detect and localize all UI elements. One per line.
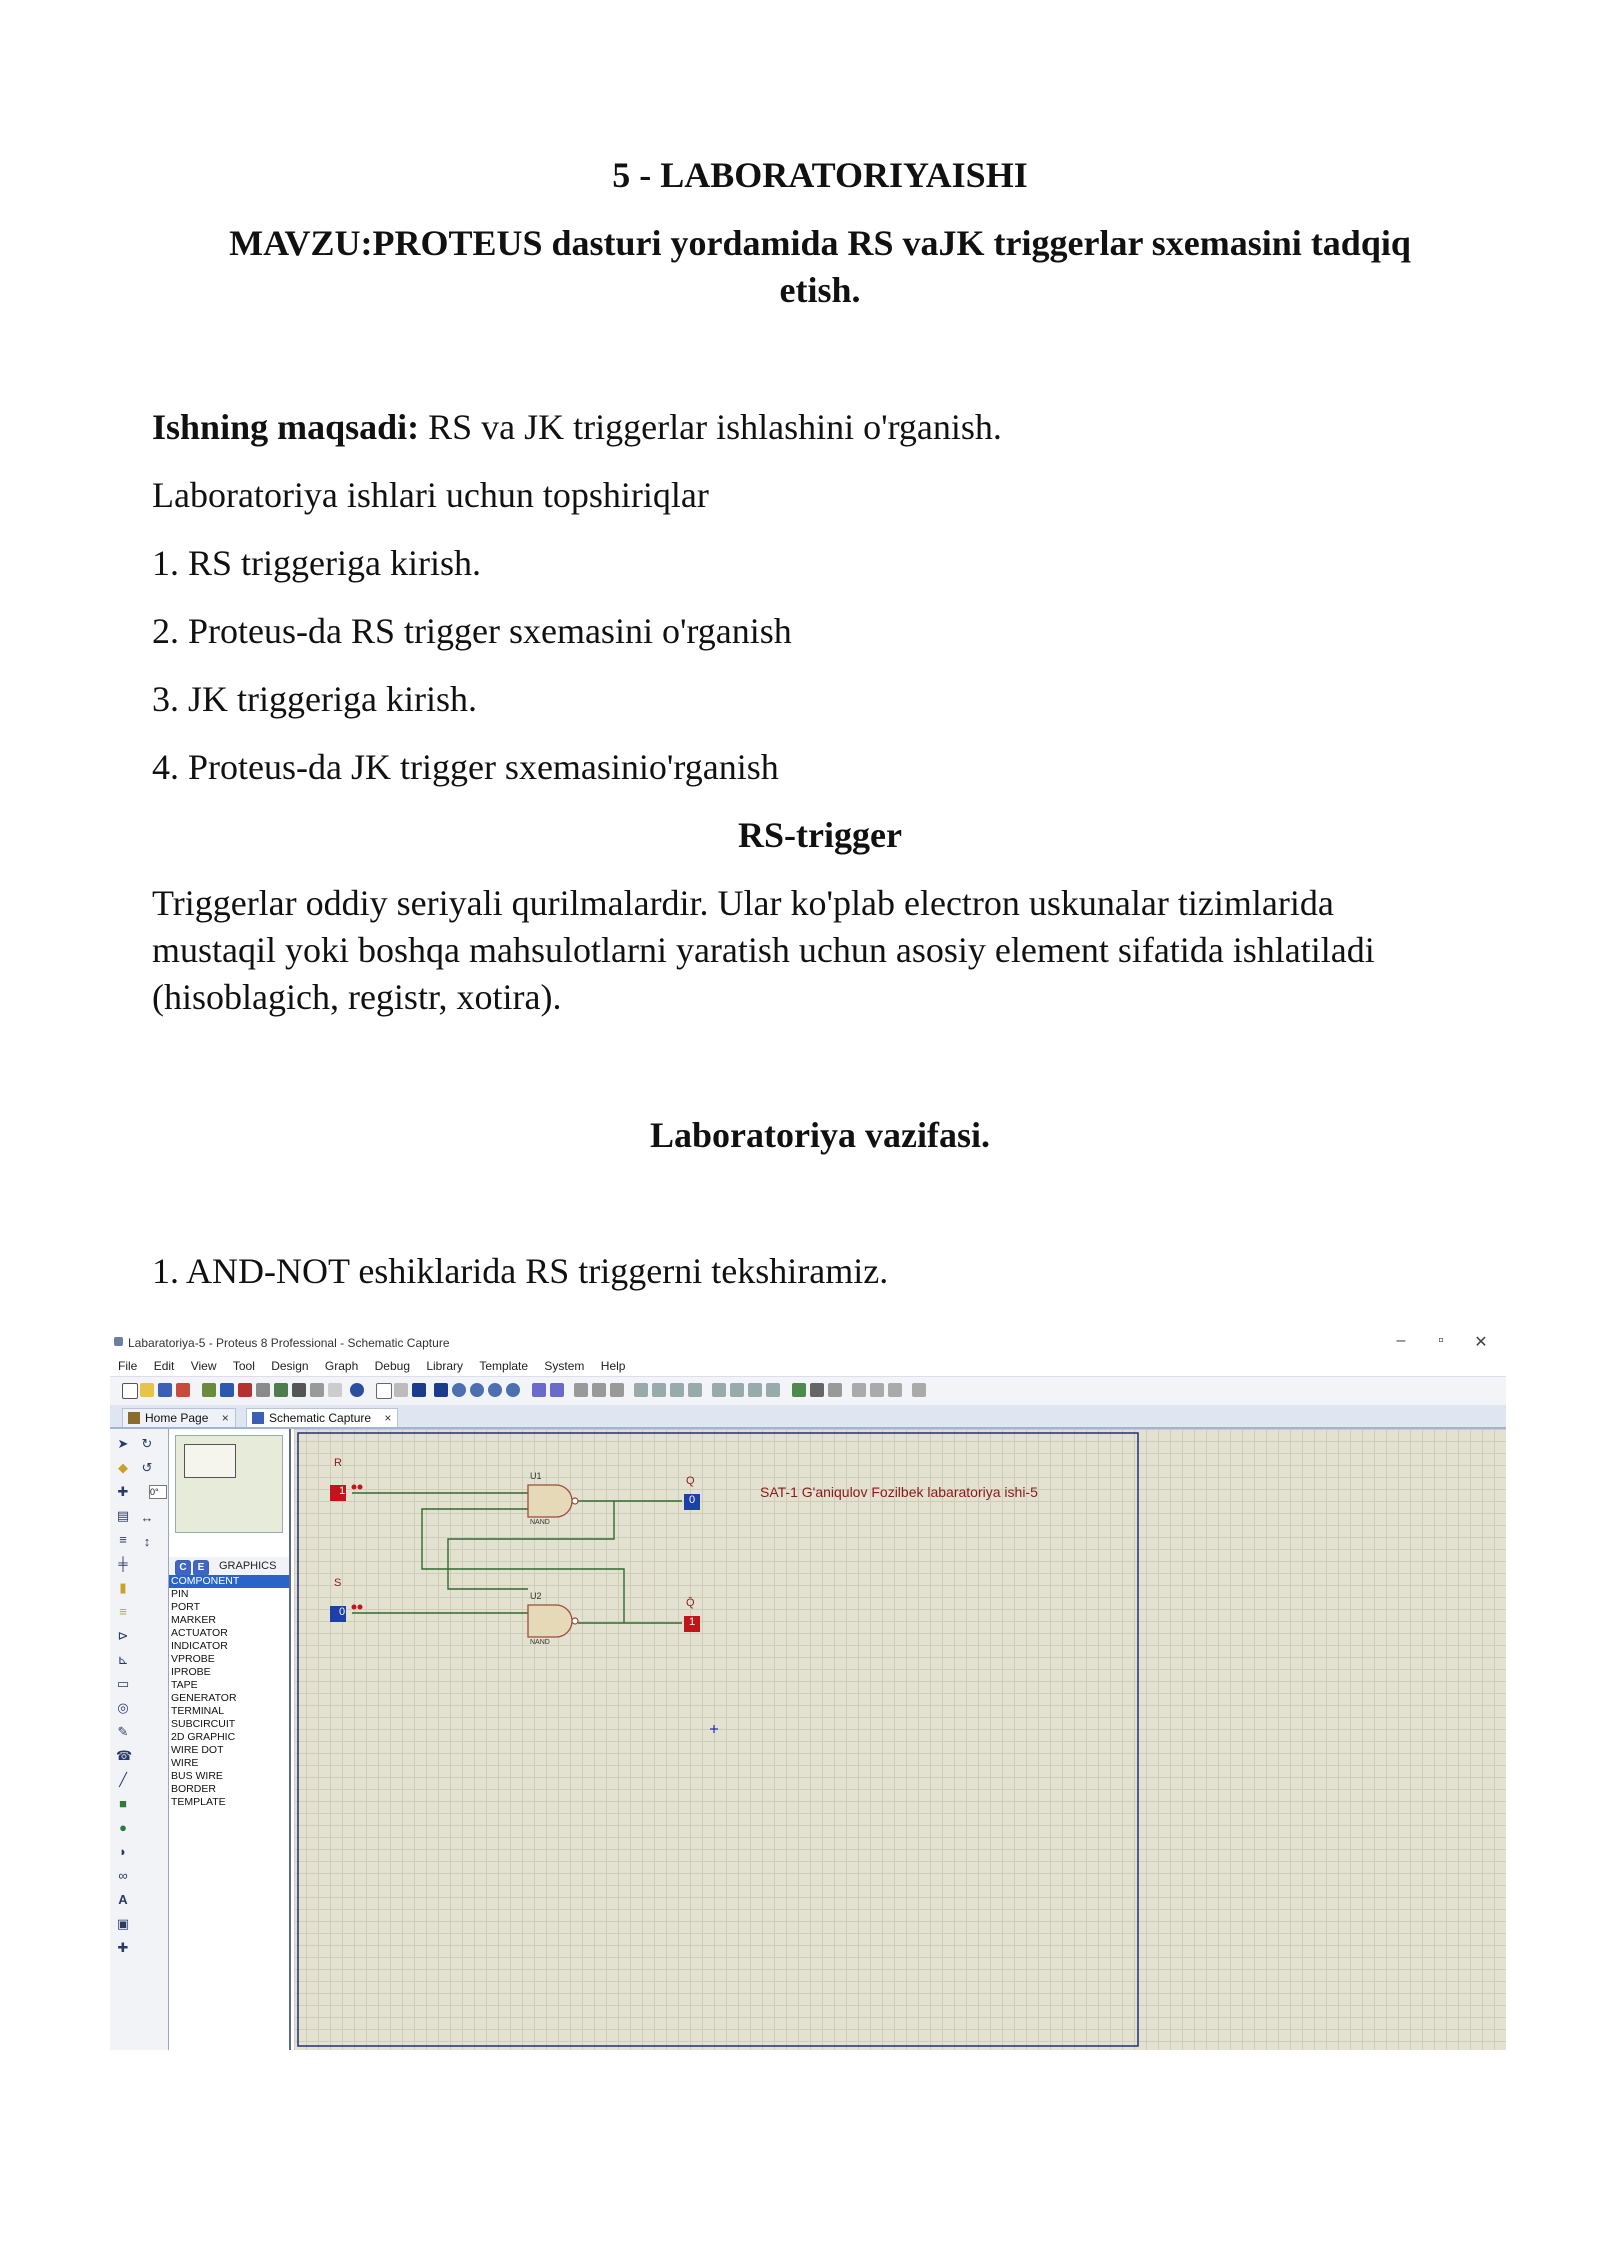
tape-recorder-icon[interactable]: ▭ <box>116 1676 130 1691</box>
pcb-icon[interactable] <box>238 1383 252 1397</box>
save-icon[interactable] <box>158 1383 172 1397</box>
rotate-ccw-icon[interactable]: ↺ <box>141 1460 153 1475</box>
lab-title: 5 - LABORATORIYAISHI <box>612 155 1028 195</box>
tab-label: Home Page <box>145 1411 209 1425</box>
overview-viewport <box>184 1444 236 1478</box>
proteus-screenshot <box>110 1330 1506 2050</box>
device-list-item[interactable]: BORDER <box>171 1783 216 1795</box>
cut-icon[interactable] <box>574 1383 588 1397</box>
buses-icon[interactable]: ╪ <box>118 1556 128 1571</box>
voltage-probe-icon[interactable]: ✎ <box>117 1724 129 1739</box>
output-q-value: 0 <box>688 1494 696 1506</box>
device-list <box>169 1575 289 1809</box>
box-icon[interactable]: ■ <box>119 1796 127 1811</box>
selection-mode-icon[interactable]: ➤ <box>117 1436 129 1451</box>
property-assign-icon[interactable] <box>828 1383 842 1397</box>
maximize-button[interactable]: ▫ <box>1438 1332 1444 1349</box>
virtual-instruments-icon[interactable]: ☎ <box>116 1748 133 1763</box>
origin-icon[interactable] <box>412 1383 426 1397</box>
device-list-item[interactable]: COMPONENT <box>169 1575 289 1588</box>
topic-line-1: MAVZU:PROTEUS dasturi yordamida RS vaJK triggerlar sxemasini tadqiq <box>229 223 1411 263</box>
goal-text: RS va JK triggerlar ishlashini o'rganish. <box>419 407 1002 447</box>
3d-icon[interactable] <box>328 1383 342 1397</box>
device-list-item[interactable]: ACTUATOR <box>171 1627 228 1639</box>
menu-help[interactable]: Help <box>600 1359 626 1373</box>
import-icon[interactable] <box>176 1383 190 1397</box>
toolbar <box>110 1376 1506 1406</box>
remove-sheet-icon[interactable] <box>870 1383 884 1397</box>
cursor-icon <box>710 1725 718 1733</box>
arc-icon[interactable]: ◗ <box>119 1844 127 1859</box>
close-button[interactable]: ✕ <box>1474 1334 1488 1351</box>
topic-line-2: etish. <box>779 270 861 310</box>
schematic-drawing <box>294 1429 1506 2050</box>
zoom-area-icon[interactable] <box>506 1383 520 1397</box>
junction-dot-icon[interactable]: ✚ <box>117 1484 129 1499</box>
device-panel <box>150 1429 291 2050</box>
task-item: 2. Proteus-da RS trigger sxemasini o'rganish <box>152 611 792 651</box>
graph-icon[interactable]: ⊾ <box>117 1652 129 1667</box>
pick-device-icon[interactable] <box>712 1383 726 1397</box>
output-qbar-value: 1 <box>688 1616 696 1628</box>
zoom-all-icon[interactable] <box>488 1383 502 1397</box>
gerber-icon[interactable] <box>256 1383 270 1397</box>
new-sheet-icon[interactable] <box>852 1383 866 1397</box>
mode-toolbar <box>110 1429 169 2050</box>
goal-line <box>152 404 1472 450</box>
refresh-icon[interactable] <box>376 1383 392 1399</box>
text-icon[interactable]: A <box>118 1892 128 1907</box>
menu-bar <box>110 1356 1506 1376</box>
tab-label: Schematic Capture <box>269 1411 372 1425</box>
exit-parent-icon[interactable] <box>888 1383 902 1397</box>
block-delete-icon[interactable] <box>688 1383 702 1397</box>
task-item: 1. RS triggeriga kirish. <box>152 543 481 583</box>
tab-close-icon[interactable]: × <box>221 1411 229 1425</box>
rotate-cw-icon[interactable]: ↻ <box>141 1436 153 1451</box>
mirror-y-icon[interactable]: ↕ <box>143 1534 151 1549</box>
netlist-icon[interactable] <box>912 1383 926 1397</box>
gate-u2-label: U2 <box>530 1591 542 1601</box>
task-item: 4. Proteus-da JK trigger sxemasinio'rganish <box>152 747 779 787</box>
grid-icon[interactable] <box>394 1383 408 1397</box>
task-item: 3. JK triggeriga kirish. <box>152 679 477 719</box>
marker-icon[interactable]: ✚ <box>117 1940 129 1955</box>
device-list-item[interactable]: TEMPLATE <box>171 1796 226 1808</box>
zoom-in-icon[interactable] <box>452 1383 466 1397</box>
redo-icon[interactable] <box>550 1383 564 1397</box>
terminals-icon[interactable]: ≡ <box>119 1604 127 1619</box>
minimize-button[interactable]: – <box>1396 1332 1406 1349</box>
block-rotate-icon[interactable] <box>670 1383 684 1397</box>
undo-icon[interactable] <box>532 1383 546 1397</box>
text-script-icon[interactable]: ≡ <box>119 1532 127 1547</box>
input-s-label: S <box>334 1577 342 1589</box>
paragraph-line: (hisoblagich, registr, xotira). <box>152 977 562 1017</box>
device-list-item[interactable]: WIRE <box>171 1757 199 1769</box>
source-icon[interactable] <box>292 1383 306 1397</box>
device-list-item[interactable]: SUBCIRCUIT <box>171 1718 236 1730</box>
mirror-x-icon[interactable]: ↔ <box>140 1510 154 1525</box>
open-folder-icon[interactable] <box>140 1383 154 1397</box>
make-device-icon[interactable] <box>730 1383 744 1397</box>
wire-qbar-feedback <box>422 1509 624 1623</box>
schematic-icon <box>252 1412 264 1424</box>
window-title: Labaratoriya-5 - Proteus 8 Professional - Schematic Capture <box>128 1336 450 1350</box>
wire-autorouter-icon[interactable] <box>792 1383 806 1397</box>
rotation-field[interactable]: 0° <box>149 1485 167 1499</box>
copy-icon[interactable] <box>592 1383 606 1397</box>
bom-icon[interactable] <box>274 1383 288 1397</box>
report-icon[interactable] <box>310 1383 324 1397</box>
menu-system[interactable]: System <box>544 1359 585 1373</box>
menu-edit[interactable]: Edit <box>153 1359 175 1373</box>
schematic-canvas[interactable] <box>294 1429 1506 2050</box>
menu-template[interactable]: Template <box>479 1359 529 1373</box>
goal-label: Ishning maqsadi: <box>152 407 420 447</box>
paragraph-line: Triggerlar oddiy seriyali qurilmalardir. Ular ko'plab electron uskunalar tizimlarida <box>152 883 1334 923</box>
device-list-item[interactable]: 2D GRAPHIC <box>171 1731 236 1743</box>
block-move-icon[interactable] <box>652 1383 666 1397</box>
sheet-border <box>298 1433 1138 2046</box>
pick-button[interactable]: C <box>175 1560 191 1576</box>
gate-u1-type: NAND <box>530 1519 550 1526</box>
input-s-value: 0 <box>338 1606 346 1618</box>
paste-icon[interactable] <box>610 1383 624 1397</box>
subcircuit-icon[interactable]: ▮ <box>119 1580 127 1595</box>
menu-view[interactable]: View <box>190 1359 217 1373</box>
packaging-icon[interactable] <box>748 1383 762 1397</box>
task-heading: Laboratoriya vazifasi. <box>650 1115 990 1155</box>
edit-button[interactable]: E <box>193 1560 209 1576</box>
menu-debug[interactable]: Debug <box>374 1359 410 1373</box>
device-list-item[interactable]: PIN <box>171 1588 189 1600</box>
tab-close-icon[interactable]: × <box>384 1411 392 1425</box>
menu-tool[interactable]: Tool <box>232 1359 255 1373</box>
nand-gate-u2 <box>528 1605 578 1637</box>
device-list-item[interactable]: MARKER <box>171 1614 216 1626</box>
menu-design[interactable]: Design <box>271 1359 309 1373</box>
panel-label: GRAPHICS <box>219 1560 277 1572</box>
gate-u2-type: NAND <box>530 1639 550 1646</box>
device-list-item[interactable]: PORT <box>171 1601 200 1613</box>
menu-file[interactable]: File <box>118 1359 138 1373</box>
device-list-item[interactable]: TERMINAL <box>171 1705 225 1717</box>
tasks-heading: Laboratoriya ishlari uchun topshiriqlar <box>152 475 709 515</box>
device-list-item[interactable]: WIRE DOT <box>171 1744 224 1756</box>
circle-icon[interactable]: ● <box>119 1820 127 1835</box>
new-file-icon[interactable] <box>122 1383 138 1399</box>
input-r-value: 1 <box>338 1485 346 1497</box>
section-heading: RS-trigger <box>738 815 902 855</box>
zoom-out-icon[interactable] <box>470 1383 484 1397</box>
input-r-label: R <box>334 1457 342 1469</box>
schematic-note: SAT-1 G'aniqulov Fozilbek labaratoriya ishi-5 <box>760 1484 1038 1500</box>
step-1: 1. AND-NOT eshiklarida RS triggerni tekshiramiz. <box>152 1251 889 1291</box>
pan-icon[interactable] <box>434 1383 448 1397</box>
wires <box>352 1493 682 1623</box>
device-panel-header <box>169 1557 289 1575</box>
device-pins-icon[interactable]: ⊳ <box>117 1628 129 1643</box>
menu-graph[interactable]: Graph <box>324 1359 359 1373</box>
output-qbar-label: Q̄ <box>686 1597 695 1609</box>
wire-label-icon[interactable]: ▤ <box>116 1508 130 1523</box>
device-list-item[interactable]: TAPE <box>171 1679 198 1691</box>
gate-u1-label: U1 <box>530 1471 542 1481</box>
device-list-item[interactable]: IPROBE <box>171 1666 211 1678</box>
device-list-item[interactable]: GENERATOR <box>171 1692 237 1704</box>
paragraph-line: mustaqil yoki boshqa mahsulotlarni yaratish uchun asosiy element sifatida ishlatiladi <box>152 930 1375 970</box>
device-list-item[interactable]: BUS WIRE <box>171 1770 223 1782</box>
schematic-icon[interactable] <box>220 1383 234 1397</box>
home-icon <box>128 1412 140 1424</box>
window-titlebar <box>110 1330 1506 1356</box>
menu-library[interactable]: Library <box>426 1359 464 1373</box>
symbol-icon[interactable]: ▣ <box>116 1916 130 1931</box>
app-icon <box>114 1337 123 1346</box>
decompose-icon[interactable] <box>766 1383 780 1397</box>
path-icon[interactable]: ∞ <box>118 1868 128 1883</box>
overview-window[interactable] <box>175 1435 283 1533</box>
search-icon[interactable] <box>810 1383 824 1397</box>
device-list-item[interactable]: VPROBE <box>171 1653 215 1665</box>
block-copy-icon[interactable] <box>634 1383 648 1397</box>
tab-bar <box>110 1405 1506 1429</box>
home-icon[interactable] <box>202 1383 216 1397</box>
nand-gate-u1 <box>528 1485 578 1517</box>
line-icon[interactable]: ╱ <box>119 1772 127 1787</box>
tab-home-page[interactable] <box>122 1408 236 1427</box>
component-mode-icon[interactable]: ◆ <box>118 1460 128 1475</box>
help-icon[interactable] <box>350 1383 364 1397</box>
generator-icon[interactable]: ◎ <box>117 1700 129 1715</box>
tab-schematic-capture[interactable] <box>246 1408 398 1427</box>
device-list-item[interactable]: INDICATOR <box>171 1640 228 1652</box>
output-q-label: Q <box>686 1475 695 1487</box>
